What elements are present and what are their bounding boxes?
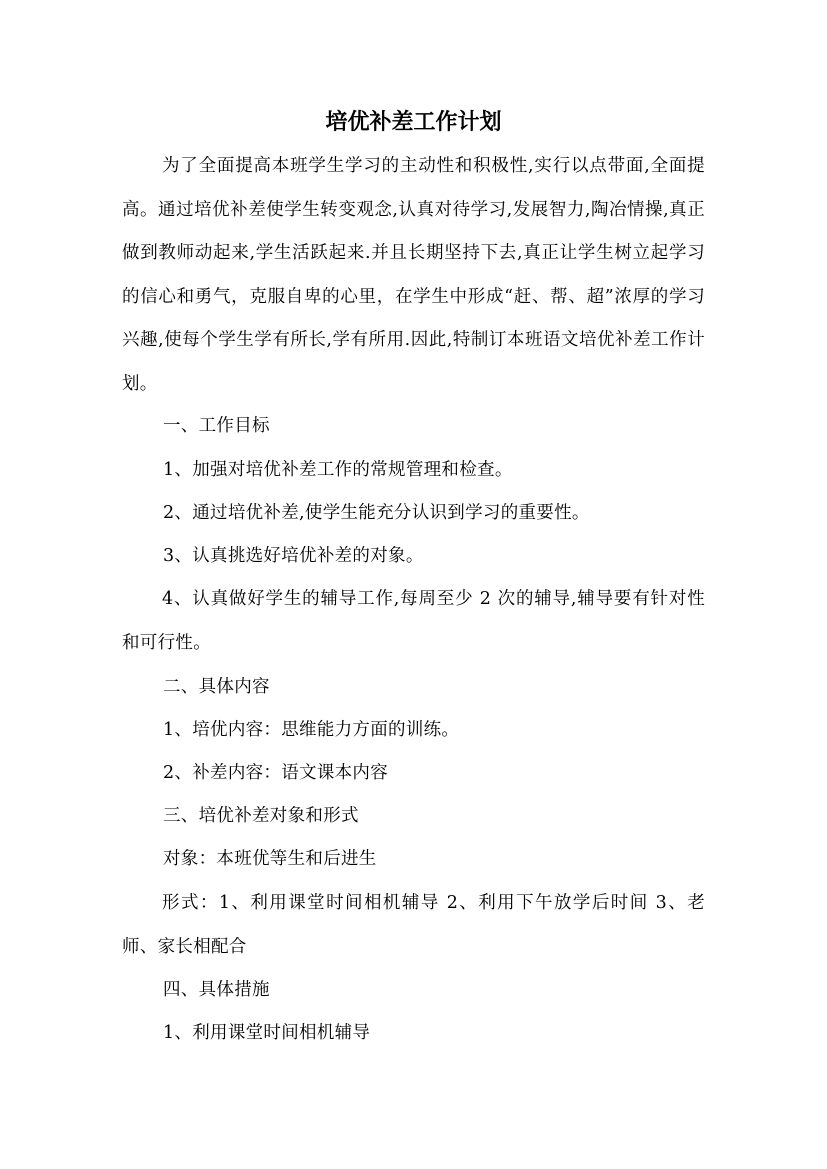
section-heading-targets: 三、培优补差对象和形式: [163, 806, 359, 826]
intro-paragraph: 为了全面提高本班学生学习的主动性和积极性,实行以点带面,全面提高。通过培优补差使学生转变观念,认真对待学习,发展智力,陶冶情操,真正做到教师动起来,学生活跃起来.并且长期坚持下去,真正让学生树立起学习的信心和勇气，克服自卑的心里，在学生中形成“赶、帮、超”浓厚的学习兴趣,使每个学生学有所长,学有所用.因此,特制订本班语文培优补差工作计划。: [122, 156, 705, 394]
target-text: 对象：本班优等生和后进生: [163, 849, 377, 869]
section-heading-measures: 四、具体措施: [163, 980, 270, 1000]
document-title: 培优补差工作计划: [325, 109, 502, 135]
goal-item-2: 2、通过培优补差,使学生能充分认识到学习的重要性。: [163, 503, 590, 523]
form-text: 形式：1、利用课堂时间相机辅导 2、利用下午放学后时间 3、老师、家长相配合: [122, 893, 705, 957]
goal-item-4: 4、认真做好学生的辅导工作,每周至少 2 次的辅导,辅导要有针对性和可行性。: [122, 589, 705, 653]
measure-item-1: 1、利用课堂时间相机辅导: [163, 1023, 371, 1043]
goal-item-1: 1、加强对培优补差工作的常规管理和检查。: [163, 460, 513, 480]
content-item-1: 1、培优内容：思维能力方面的训练。: [163, 720, 460, 740]
goal-item-3: 3、认真挑选好培优补差的对象。: [163, 546, 424, 566]
section-heading-goals: 一、工作目标: [163, 416, 270, 436]
section-heading-content: 二、具体内容: [163, 677, 270, 697]
content-item-2: 2、补差内容：语文课本内容: [163, 763, 389, 783]
